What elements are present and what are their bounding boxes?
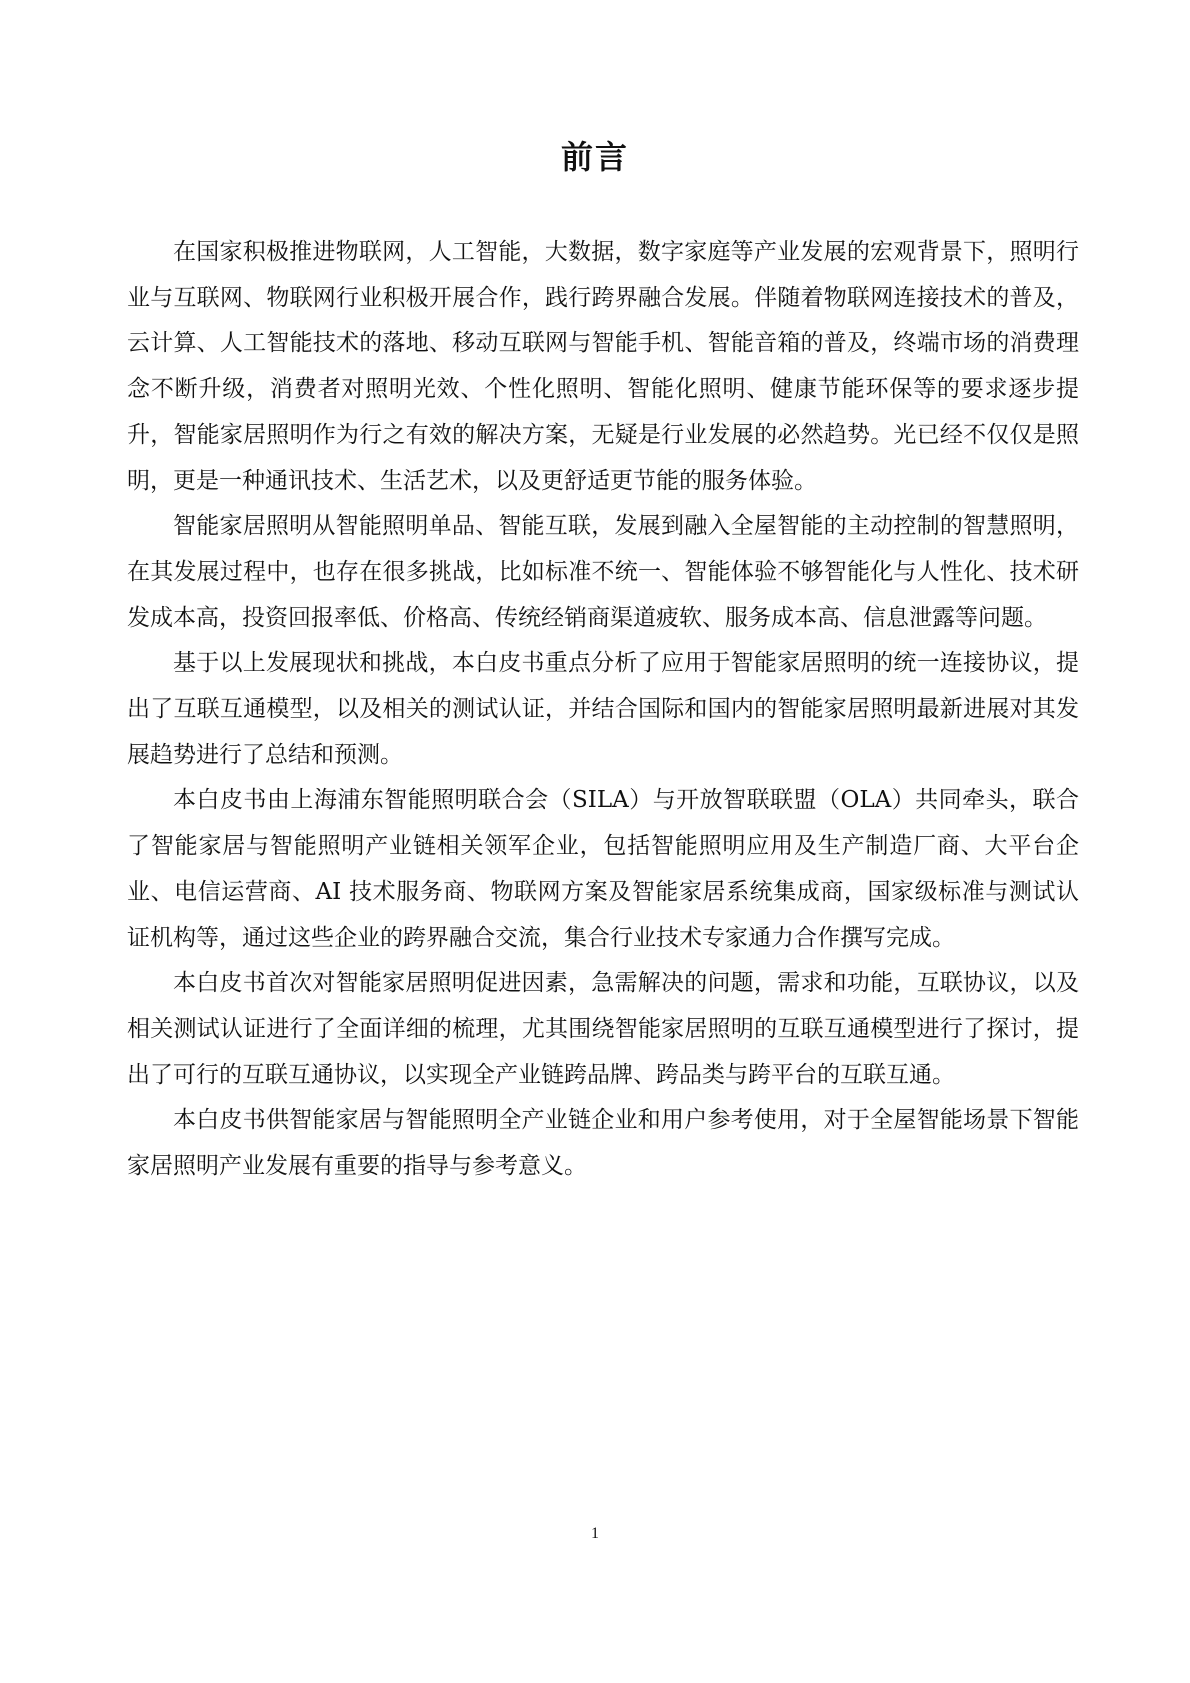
paragraph-3: 基于以上发展现状和挑战，本白皮书重点分析了应用于智能家居照明的统一连接协议，提出了互联互通模型，以及相关的测试认证，并结合国际和国内的智能家居照明最新进展对其发展趋势进行了总结和预测。 [127, 650, 1079, 768]
paragraph-6: 本白皮书供智能家居与智能照明全产业链企业和用户参考使用，对于全屋智能场景下智能家居照明产业发展有重要的指导与参考意义。 [127, 1107, 1079, 1180]
paragraph-4: 本白皮书由上海浦东智能照明联合会（SILA）与开放智联联盟（OLA）共同牵头，联合了智能家居与智能照明产业链相关领军企业，包括智能照明应用及生产制造厂商、大平台企业、电信运营商、AI 技术服务商、物联网方案及智能家居系统集成商，国家级标准与测试认证机构等，通过这些企业的跨界融合交流，集合行业技术专家通力合作撰写完成。 [127, 787, 1079, 951]
page-number: 1 [591, 1525, 599, 1542]
paragraph-5: 本白皮书首次对智能家居照明促进因素，急需解决的问题，需求和功能，互联协议，以及相关测试认证进行了全面详细的梳理，尤其围绕智能家居照明的互联互通模型进行了探讨，提出了可行的互联互通协议，以实现全产业链跨品牌、跨品类与跨平台的互联互通。 [127, 970, 1079, 1088]
page-title: 前言 [560, 138, 629, 176]
paragraph-1: 在国家积极推进物联网，人工智能，大数据，数字家庭等产业发展的宏观背景下，照明行业与互联网、物联网行业积极开展合作，践行跨界融合发展。伴随着物联网连接技术的普及，云计算、人工智能技术的落地、移动互联网与智能手机、智能音箱的普及，终端市场的消费理念不断升级，消费者对照明光效、个性化照明、智能化照明、健康节能环保等的要求逐步提升，智能家居照明作为行之有效的解决方案，无疑是行业发展的必然趋势。光已经不仅仅是照明，更是一种通讯技术、生活艺术，以及更舒适更节能的服务体验。 [127, 239, 1079, 494]
paragraph-2: 智能家居照明从智能照明单品、智能互联，发展到融入全屋智能的主动控制的智慧照明，在其发展过程中，也存在很多挑战，比如标准不统一、智能体验不够智能化与人性化、技术研发成本高，投资回报率低、价格高、传统经销商渠道疲软、服务成本高、信息泄露等问题。 [127, 513, 1079, 631]
preface-body [127, 230, 1079, 1190]
